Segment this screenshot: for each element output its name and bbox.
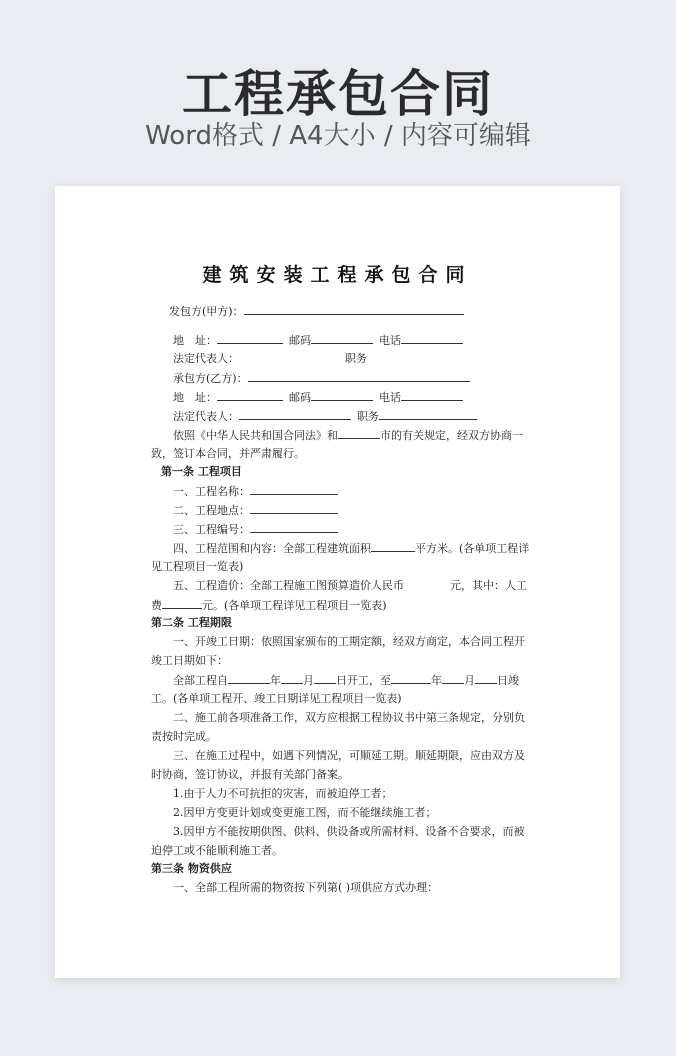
phone-label: 电话 bbox=[379, 391, 401, 404]
postcode-field[interactable] bbox=[311, 389, 373, 401]
prep-line-2: 责按时完成。 bbox=[151, 730, 217, 743]
phone-label: 电话 bbox=[379, 334, 401, 347]
party-b-field[interactable] bbox=[248, 370, 470, 382]
scope-line-2: 见工程项目一览表) bbox=[151, 560, 244, 573]
extension-item-2: 2.因甲方变更计划或变更施工图，而不能继续施工者； bbox=[173, 806, 437, 819]
dates-line-2: 工。(各单项工程开、竣工日期详见工程项目一览表) bbox=[151, 692, 402, 705]
cost-line-1: 五、工程造价：全部工程施工图预算造价人民币 元，其中：人工 bbox=[173, 579, 527, 592]
address-field[interactable] bbox=[217, 389, 283, 401]
schedule-line-1: 一、开竣工日期：依照国家颁布的工期定额，经双方商定，本合同工程开 bbox=[173, 635, 525, 648]
intro-line-2: 致，签订本合同，并严肃履行。 bbox=[151, 447, 305, 460]
project-number-field[interactable] bbox=[250, 521, 338, 533]
party-a-rep-line bbox=[173, 351, 367, 367]
address-label: 地 址： bbox=[173, 334, 217, 347]
extension-item-1: 1.由于人力不可抗拒的灾害，而被迫停工者； bbox=[173, 787, 393, 800]
start-month-field[interactable] bbox=[281, 672, 303, 684]
legal-rep-label: 法定代表人： bbox=[173, 352, 239, 365]
hero-subtitle: Word格式 / A4大小 / 内容可编辑 bbox=[145, 121, 531, 151]
hero-title: 工程承包合同 bbox=[182, 65, 494, 123]
position-field[interactable] bbox=[379, 408, 477, 420]
postcode-label: 邮码 bbox=[289, 391, 311, 404]
start-year-field[interactable] bbox=[228, 672, 270, 684]
address-label: 地 址： bbox=[173, 391, 217, 404]
article-1-heading: 第一条 工程项目 bbox=[161, 465, 242, 478]
position-label: 职务 bbox=[345, 352, 367, 365]
end-day-field[interactable] bbox=[475, 672, 497, 684]
project-name-line: 一、工程名称： bbox=[173, 483, 338, 500]
project-name-field[interactable] bbox=[250, 483, 338, 495]
address-field[interactable] bbox=[217, 332, 283, 344]
end-year-field[interactable] bbox=[391, 672, 431, 684]
party-b-rep-line bbox=[173, 408, 477, 425]
document-page bbox=[55, 186, 620, 978]
article-2-heading: 第二条 工程期限 bbox=[151, 616, 232, 629]
phone-field[interactable] bbox=[401, 332, 463, 344]
party-a-address-line bbox=[173, 332, 463, 349]
dates-line-1: 全部工程自 年 月 日开工，至 年 月 日竣 bbox=[173, 674, 519, 687]
area-field[interactable] bbox=[371, 540, 415, 552]
party-b-label: 承包方(乙方)： bbox=[173, 372, 248, 385]
party-a-label: 发包方(甲方)： bbox=[169, 305, 244, 318]
supply-line-1: 一、全部工程所需的物资按下列第( )项供应方式办理： bbox=[173, 881, 439, 894]
extension-line-2: 时协商，签订协议，并报有关部门备案。 bbox=[151, 768, 349, 781]
party-b-line bbox=[173, 370, 470, 387]
extension-item-3-line-1: 3.因甲方不能按期供图、供料、供设备或所需材料、设备不合要求，而被 bbox=[173, 825, 525, 838]
scope-line-1: 四、工程范围和内容：全部工程建筑面积 平方米。(各单项工程详 bbox=[173, 542, 530, 555]
cost-line-2: 费 元。(各单项工程详见工程项目一览表) bbox=[151, 599, 387, 612]
schedule-line-2: 竣工日期如下： bbox=[151, 654, 228, 667]
legal-rep-label: 法定代表人： bbox=[173, 410, 239, 423]
phone-field[interactable] bbox=[401, 389, 463, 401]
postcode-label: 邮码 bbox=[289, 334, 311, 347]
article-3-heading: 第三条 物资供应 bbox=[151, 862, 232, 875]
party-a-field[interactable] bbox=[244, 303, 464, 315]
prep-line-1: 二、施工前各项准备工作，双方应根据工程协议书中第三条规定，分别负 bbox=[173, 711, 525, 724]
labor-cost-field[interactable] bbox=[162, 597, 202, 609]
city-field[interactable] bbox=[338, 427, 380, 439]
start-day-field[interactable] bbox=[314, 672, 336, 684]
project-location-line: 二、工程地点： bbox=[173, 502, 338, 519]
document-title: 建筑安装工程承包合同 bbox=[202, 264, 473, 286]
position-label: 职务 bbox=[357, 410, 379, 423]
postcode-field[interactable] bbox=[311, 332, 373, 344]
end-month-field[interactable] bbox=[442, 672, 464, 684]
extension-line-1: 三、在施工过程中，如遇下列情况，可顺延工期。顺延期限，应由双方及 bbox=[173, 749, 525, 762]
party-a-line bbox=[169, 303, 464, 320]
project-number-line: 三、工程编号： bbox=[173, 521, 338, 538]
project-location-field[interactable] bbox=[250, 502, 338, 514]
intro-line-1: 依照《中华人民共和国合同法》和 市的有关规定，经双方协商一 bbox=[173, 429, 523, 442]
legal-rep-field[interactable] bbox=[239, 408, 351, 420]
extension-item-3-line-2: 迫停工或不能顺利施工者。 bbox=[151, 844, 283, 857]
party-b-address-line bbox=[173, 389, 463, 406]
